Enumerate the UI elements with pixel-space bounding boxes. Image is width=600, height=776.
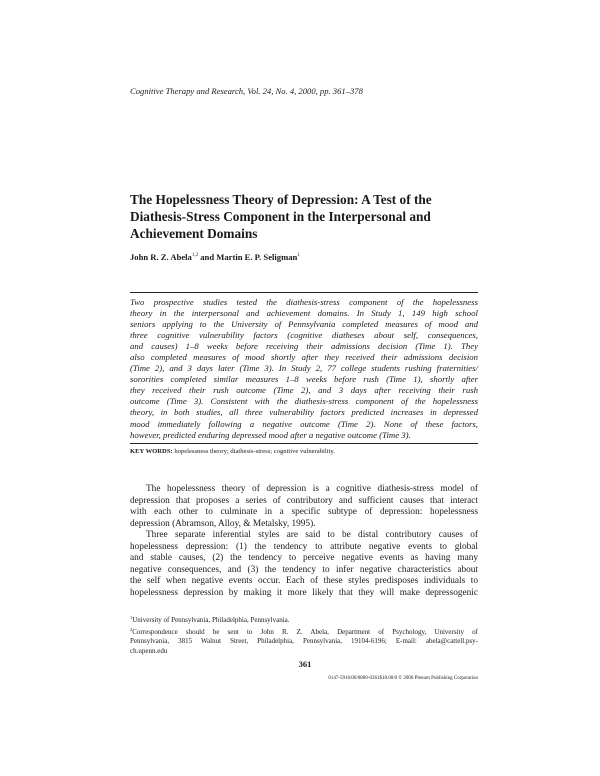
author-joiner: and bbox=[198, 252, 217, 262]
abstract-line: and causes) 1–8 weeks before receiving their admissions decision (Time 1). They bbox=[130, 341, 478, 352]
keywords-label: KEY WORDS: bbox=[130, 448, 173, 455]
abstract-line: theory, in both studies, all three vulnerability factors predicted increases in depressed bbox=[130, 407, 478, 418]
footnote-mark: 2 bbox=[130, 627, 133, 633]
abstract-line: Two prospective studies tested the diathesis-stress component of the hopelessness bbox=[130, 297, 478, 307]
footnote-2-line: Pennsylvania, 3815 Walnut Street, Philadelphia, Pennsylvania, 19104-6196; E-mail: abela@cattell.psy- bbox=[130, 637, 478, 646]
footnote-1 bbox=[130, 613, 478, 625]
abstract-top-rule bbox=[130, 292, 478, 293]
abstract-line: also completed measures of mood shortly after they received their admissions decision bbox=[130, 352, 478, 363]
journal-citation: Cognitive Therapy and Research, Vol. 24, No. 4, 2000, pp. 361–378 bbox=[130, 86, 363, 96]
abstract-line: three cognitive vulnerability factors (cognitive diatheses about self, consequences, bbox=[130, 330, 478, 341]
author-name: John R. Z. Abela bbox=[130, 252, 192, 262]
abstract-line: outcome (Time 3). Consistent with the diathesis-stress component of the hopelessness bbox=[130, 396, 478, 407]
keywords-text: hopelessness theory; diathesis-stress; cognitive vulnerability. bbox=[172, 448, 335, 455]
body-line: Three separate inferential styles are said to be distal contributory causes of bbox=[146, 530, 478, 541]
footnote-text: Correspondence should be sent to John R. Z. Abela, Department of Psychology, University of bbox=[132, 628, 478, 637]
abstract-line: sororities completed similar measures 1–8 weeks before rush (Time 1), shortly after bbox=[130, 374, 478, 385]
body-text bbox=[130, 484, 478, 599]
body-line: hopelessness depression by making it more likely that they will make depressogenic bbox=[130, 587, 478, 598]
body-line: hopelessness depression: (1) the tendency to attribute negative events to global bbox=[130, 541, 478, 552]
abstract-line: seniors applying to the University of Pennsylvania completed measures of mood and bbox=[130, 319, 478, 330]
footnotes bbox=[130, 613, 478, 656]
footnote-mark: 1 bbox=[130, 615, 133, 620]
page-number: 361 bbox=[298, 659, 312, 669]
abstract-line: mood immediately following a negative outcome (Time 2). None of these factors, bbox=[130, 418, 478, 429]
footnote-text: University of Pennsylvania, Philadelphia, Pennsylvania. bbox=[132, 616, 290, 624]
keywords bbox=[130, 448, 478, 455]
title-line: The Hopelessness Theory of Depression: A Test of the bbox=[130, 192, 432, 207]
abstract-line: however, predicted enduring depressed mood after a negative outcome (Time 3). bbox=[130, 429, 411, 440]
body-line: depression that proposes a series of contributory and sufficient causes that interact bbox=[130, 495, 478, 506]
body-line: the self when negative events occur. Each of these styles predisposes individuals to bbox=[130, 576, 478, 587]
abstract-line: (Time 2), and 3 days later (Time 3). In Study 2, 77 college students rushing fraternities/ bbox=[130, 363, 478, 374]
abstract bbox=[130, 297, 478, 441]
body-line: and stable causes, (2) the tendency to perceive negative events as having many bbox=[130, 553, 478, 564]
author-line bbox=[130, 252, 490, 262]
title-line: Diathesis-Stress Component in the Interpersonal and bbox=[130, 209, 431, 224]
body-line: depression (Abramson, Alloy, & Metalsky, 1995). bbox=[130, 518, 316, 529]
body-line: negative consequences, and (3) the tendency to infer negative characteristics about bbox=[130, 564, 478, 575]
copyright-line: 0147-5916/00/0800-0361$18.00/0 © 2000 Plenum Publishing Corporation bbox=[328, 676, 478, 681]
title-line: Achievement Domains bbox=[130, 226, 258, 241]
abstract-bottom-rule bbox=[130, 443, 478, 444]
article-title bbox=[130, 191, 490, 242]
abstract-line: theory in the interpersonal and achievement domains. In Study 1, 149 high school bbox=[130, 308, 478, 319]
author-affiliation-mark: 1,2 bbox=[191, 253, 199, 258]
author-affiliation-mark: 1 bbox=[297, 253, 300, 258]
body-line: with each other to culminate in a specific subtype of depression: hopelessness bbox=[130, 507, 478, 518]
author-name: Martin E. P. Seligman bbox=[216, 252, 298, 262]
footnote-2-line: ch.upenn.edu bbox=[130, 646, 168, 655]
body-line: The hopelessness theory of depression is a cognitive diathesis-stress model of bbox=[146, 484, 478, 494]
abstract-line: they received their rush outcome (Time 2), and 3 days after receiving their rush bbox=[130, 385, 478, 396]
footnote-2-line bbox=[130, 625, 478, 637]
